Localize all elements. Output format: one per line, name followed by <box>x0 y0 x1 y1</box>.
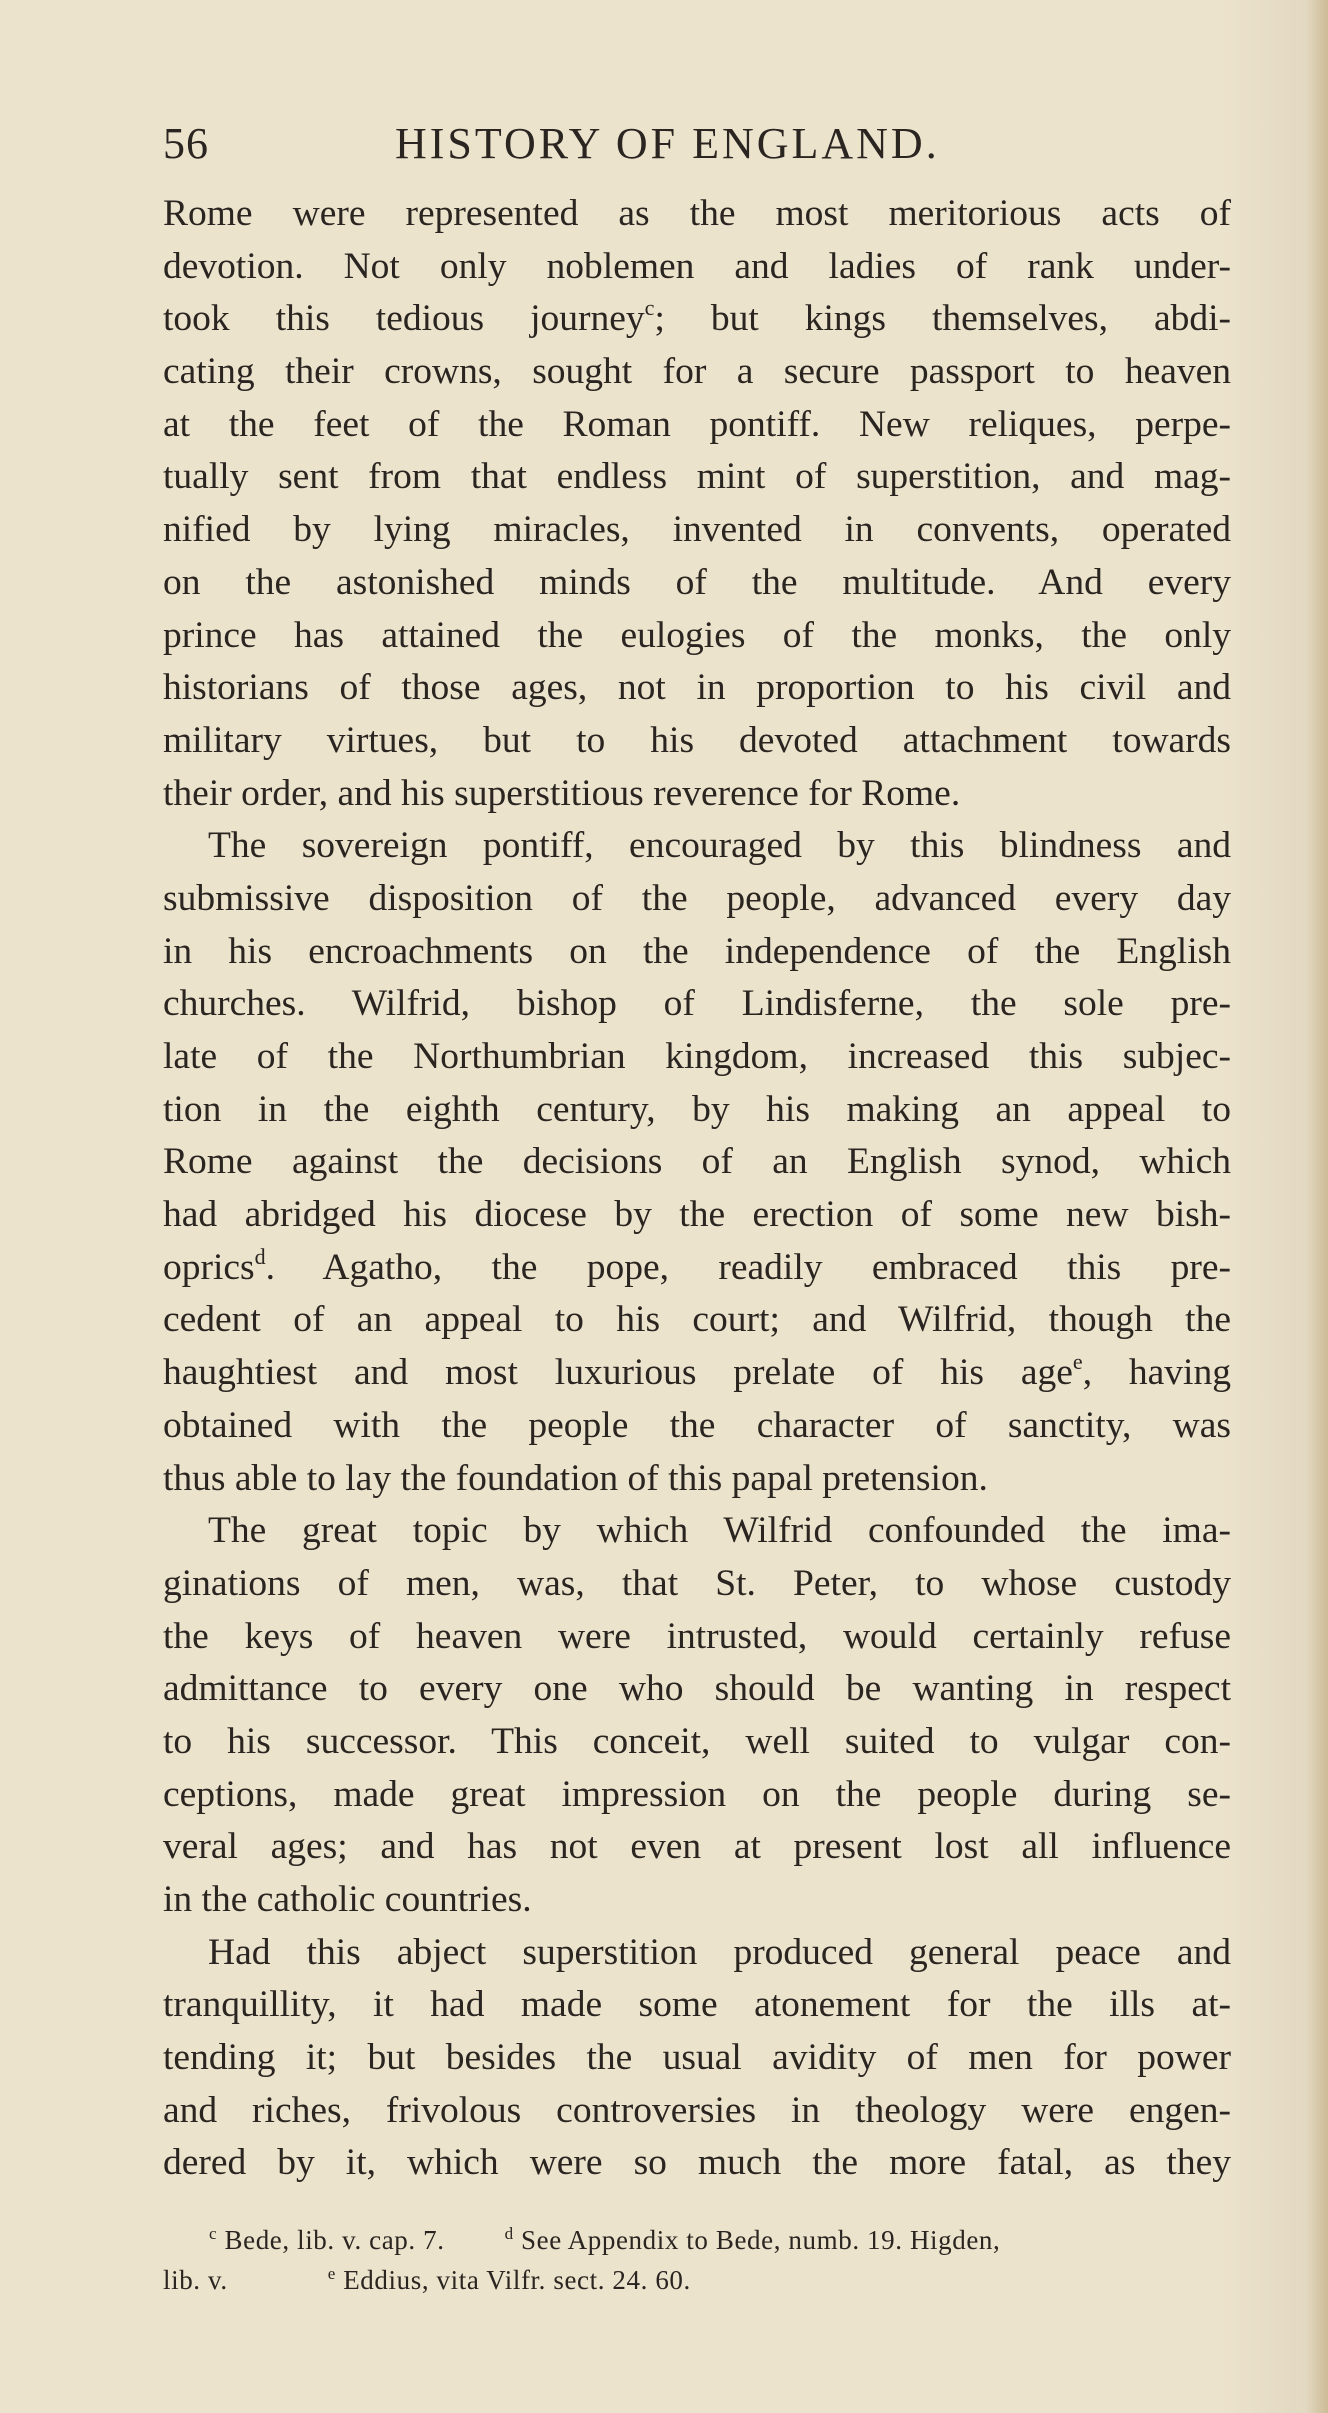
page-edge-shadow <box>1306 0 1328 2413</box>
text-line: cedent of an appeal to his court; and Wilfrid, though the <box>163 1299 1231 1341</box>
text-line: on the astonished minds of the multitude. And every <box>163 561 1231 603</box>
footnote-mark: e <box>327 2264 336 2283</box>
text-line: the keys of heaven were intrusted, would certainly refuse <box>163 1615 1231 1657</box>
text-line: Rome were represented as the most meritorious acts of <box>163 193 1231 234</box>
text-line: veral ages; and has not even at present lost all influence <box>163 1826 1231 1868</box>
text-line: in the catholic countries. <box>163 1879 532 1920</box>
text-line: their order, and his superstitious reverence for Rome. <box>163 772 961 814</box>
body-text <box>163 188 1231 2190</box>
footnote-d-continued: lib. v. <box>163 2265 228 2295</box>
text-line: tually sent from that endless mint of superstition, and mag- <box>163 456 1231 498</box>
text-line: and riches, frivolous controversies in theology were engen- <box>163 2089 1231 2131</box>
text-line: had abridged his diocese by the erection of some new bish- <box>163 1194 1231 1236</box>
paragraph-start: The sovereign pontiff, encouraged by this blindness and <box>208 825 1231 867</box>
text-line: dered by it, which were so much the more fatal, as they <box>163 2142 1231 2184</box>
footnote-mark: d <box>254 1243 266 1269</box>
footnotes <box>163 2220 1231 2300</box>
text-line: late of the Northumbrian kingdom, increased this subjec- <box>163 1036 1231 1077</box>
footnote-mark: e <box>1072 1349 1083 1375</box>
page-number: 56 <box>163 119 209 168</box>
text-line: nified by lying miracles, invented in convents, operated <box>163 509 1231 551</box>
text-line: took this tedious journey$^c$; but kings themselves, abdi- <box>163 295 1231 340</box>
text-line: oprics$^d$. Agatho, the pope, readily embraced this pre- <box>163 1243 1231 1288</box>
page-header <box>163 118 1163 178</box>
footnote-mark: c <box>209 2224 218 2243</box>
text-line: at the feet of the Roman pontiff. New reliques, perpe- <box>163 403 1231 445</box>
footnote-line <box>163 2260 1231 2300</box>
text-line: tranquillity, it had made some atonement for the ills at- <box>163 1984 1231 2026</box>
text-line: submissive disposition of the people, advanced every day <box>163 877 1231 919</box>
footnote-mark: c <box>644 295 655 321</box>
text-line: cating their crowns, sought for a secure passport to heaven <box>163 351 1231 393</box>
footnote-d: See Appendix to Bede, numb. 19. Higden, <box>521 2225 1001 2255</box>
text-line: tending it; but besides the usual avidity of men for power <box>163 2037 1231 2079</box>
footnote-e: Eddius, vita Vilfr. sect. 24. 60. <box>343 2265 691 2295</box>
text-line: admittance to every one who should be wanting in respect <box>163 1668 1231 1710</box>
text-line: devotion. Not only noblemen and ladies of rank under- <box>163 245 1231 287</box>
text-line: tion in the eighth century, by his making an appeal to <box>163 1088 1231 1130</box>
text-line: military virtues, but to his devoted attachment towards <box>163 719 1231 761</box>
running-title: HISTORY OF ENGLAND. <box>395 119 940 168</box>
text-line: Rome against the decisions of an English synod, which <box>163 1141 1231 1183</box>
footnote-c: Bede, lib. v. cap. 7. <box>224 2225 445 2255</box>
text-line: historians of those ages, not in proportion to his civil and <box>163 667 1231 709</box>
footnote-line <box>163 2220 1231 2260</box>
paragraph-start: Had this abject superstition produced general peace and <box>208 1931 1231 1973</box>
text-line: to his successor. This conceit, well suited to vulgar con- <box>163 1720 1231 1762</box>
text-line: ginations of men, was, that St. Peter, to whose custody <box>163 1562 1231 1604</box>
footnote-mark: d <box>504 2224 514 2243</box>
text-line: prince has attained the eulogies of the monks, the only <box>163 614 1231 656</box>
text-line: haughtiest and most luxurious prelate of his age$^e$, having <box>163 1349 1231 1394</box>
text-line: in his encroachments on the independence of the English <box>163 930 1231 972</box>
text-line: thus able to lay the foundation of this papal pretension. <box>163 1457 988 1499</box>
text-line: obtained with the people the character of sanctity, was <box>163 1404 1231 1446</box>
text-line: churches. Wilfrid, bishop of Lindisferne, the sole pre- <box>163 983 1231 1025</box>
paragraph-start: The great topic by which Wilfrid confounded the ima- <box>208 1510 1231 1552</box>
text-line: ceptions, made great impression on the people during se- <box>163 1773 1231 1815</box>
